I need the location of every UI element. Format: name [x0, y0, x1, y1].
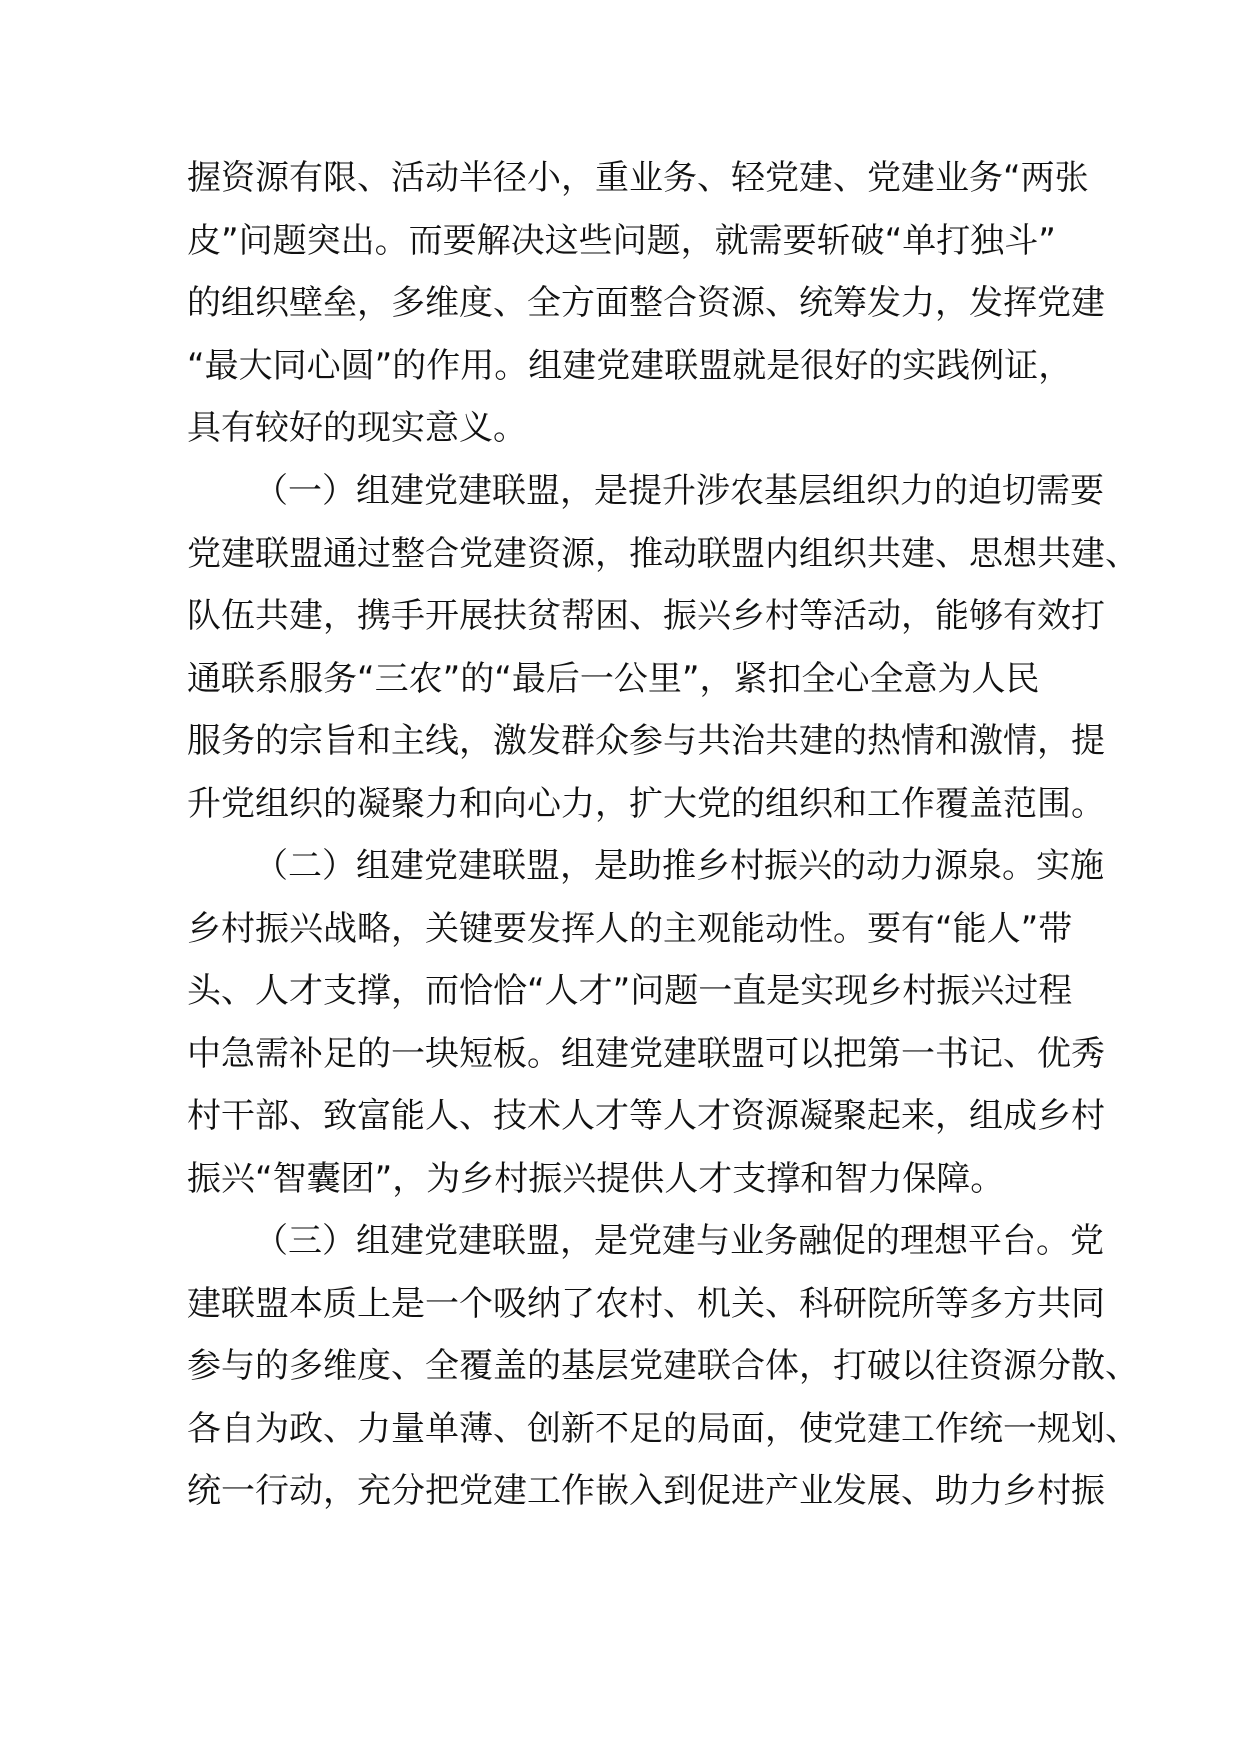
- text-line: 村干部、致富能人、技术人才等人才资源凝聚起来，组成乡村: [187, 1096, 1105, 1136]
- text-line: 皮”问题突出。而要解决这些问题，就需要斩破“单打独斗”: [187, 221, 1056, 261]
- text-line: 建联盟本质上是一个吸纳了农村、机关、科研院所等多方共同: [187, 1284, 1105, 1324]
- text-line: 振兴“智囊团”，为乡村振兴提供人才支撑和智力保障。: [187, 1159, 1005, 1199]
- text-line: 具有较好的现实意义。: [187, 408, 527, 448]
- section-heading-2: （二）组建党建联盟，是助推乡村振兴的动力源泉。实施: [254, 846, 1104, 886]
- text-line: 各自为政、力量单薄、创新不足的局面，使党建工作统一规划、: [187, 1409, 1139, 1449]
- text-line: 通联系服务“三农”的“最后一公里”，紧扣全心全意为人民: [187, 659, 1040, 699]
- section-heading-1: （一）组建党建联盟，是提升涉农基层组织力的迫切需要: [254, 471, 1104, 511]
- text-line: 的组织壁垒，多维度、全方面整合资源、统筹发力，发挥党建: [187, 283, 1105, 323]
- text-line: 队伍共建，携手开展扶贫帮困、振兴乡村等活动，能够有效打: [187, 596, 1105, 636]
- text-line: 统一行动，充分把党建工作嵌入到促进产业发展、助力乡村振: [187, 1471, 1105, 1511]
- text-line: 参与的多维度、全覆盖的基层党建联合体，打破以往资源分散、: [187, 1346, 1139, 1386]
- text-line: 升党组织的凝聚力和向心力，扩大党的组织和工作覆盖范围。: [187, 784, 1105, 824]
- section-heading-3: （三）组建党建联盟，是党建与业务融促的理想平台。党: [254, 1221, 1104, 1261]
- text-line: “最大同心圆”的作用。组建党建联盟就是很好的实践例证，: [187, 346, 1073, 386]
- text-line: 中急需补足的一块短板。组建党建联盟可以把第一书记、优秀: [187, 1034, 1105, 1074]
- text-line: 服务的宗旨和主线，激发群众参与共治共建的热情和激情，提: [187, 721, 1105, 761]
- text-line: 党建联盟通过整合党建资源，推动联盟内组织共建、思想共建、: [187, 534, 1139, 574]
- text-line: 头、人才支撑，而恰恰“人才”问题一直是实现乡村振兴过程: [187, 971, 1073, 1011]
- text-line: 握资源有限、活动半径小，重业务、轻党建、党建业务“两张: [187, 158, 1089, 198]
- text-line: 乡村振兴战略，关键要发挥人的主观能动性。要有“能人”带: [187, 909, 1073, 949]
